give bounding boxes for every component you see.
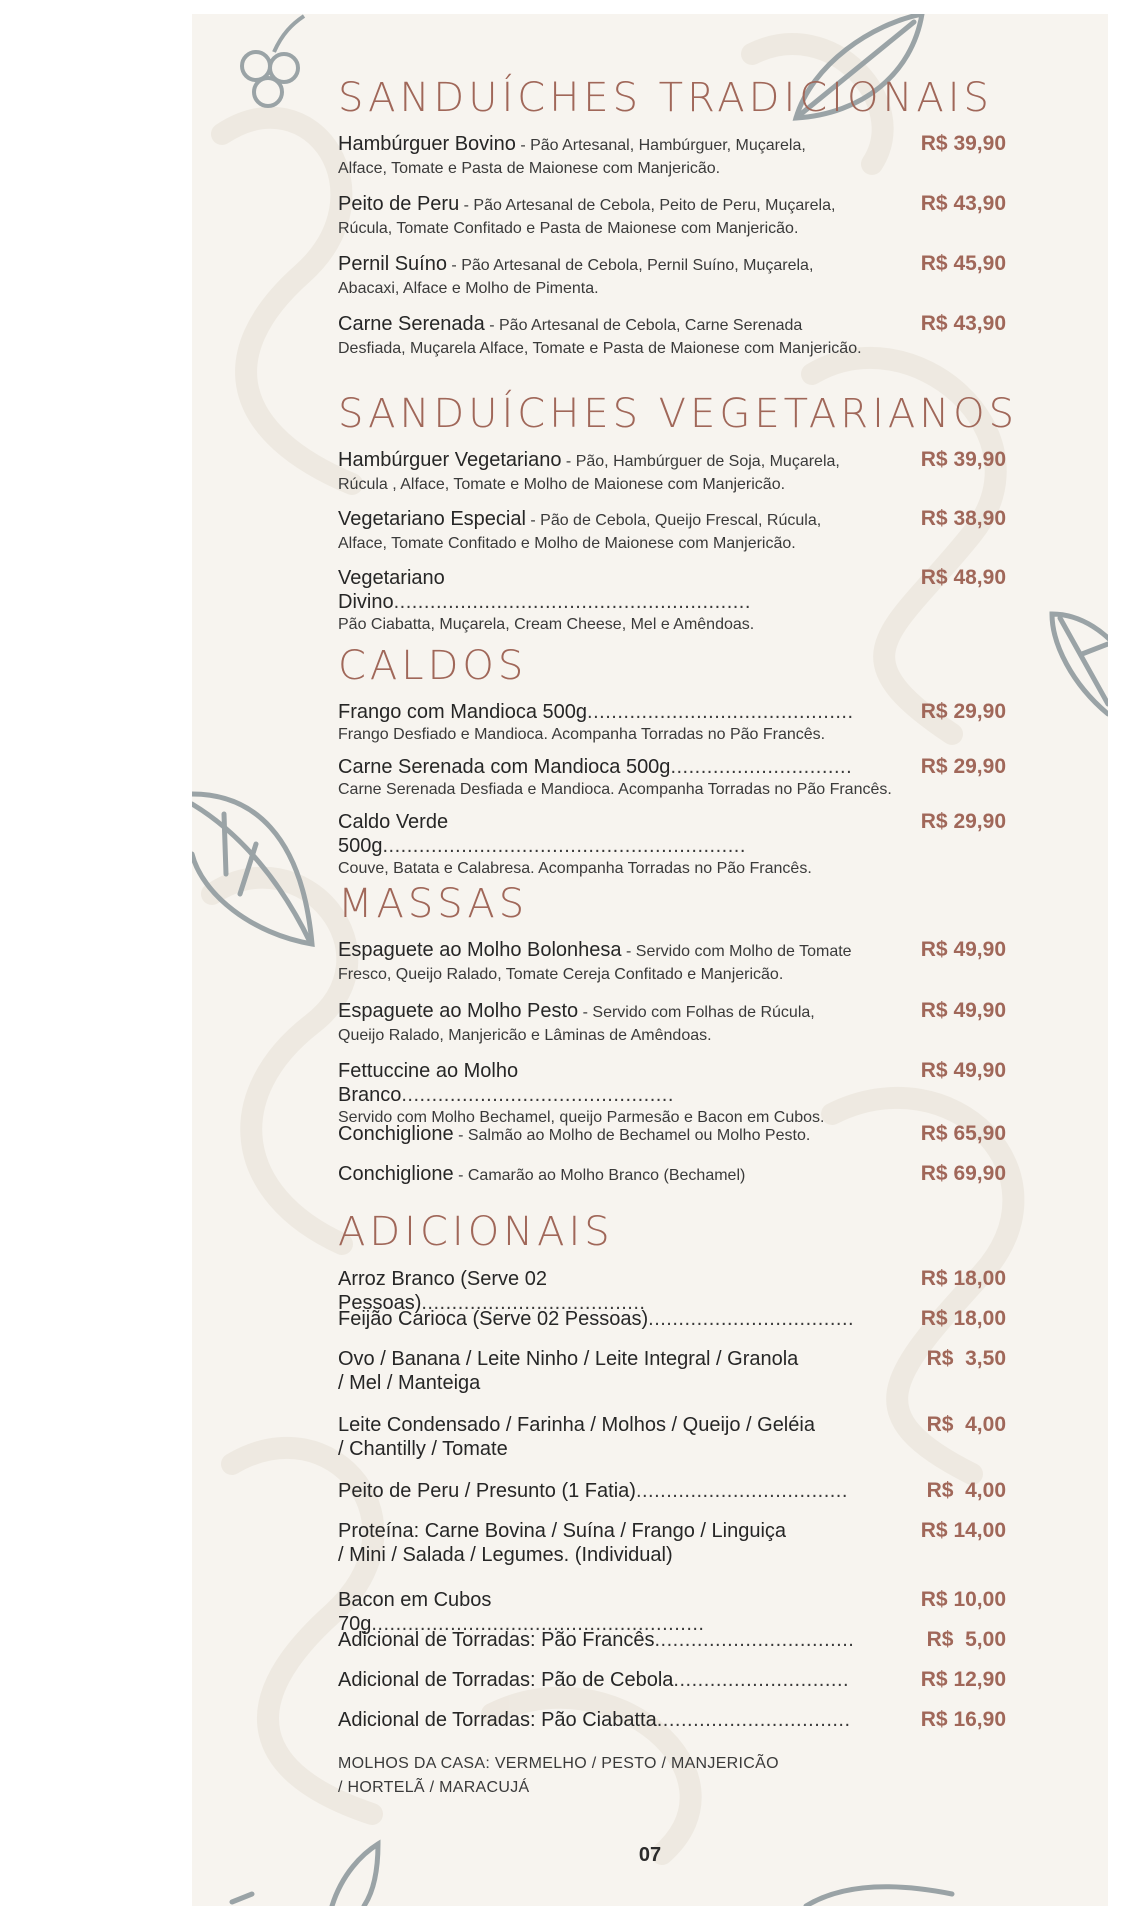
menu-item	[338, 700, 1068, 745]
leader-dots: ................................	[656, 1709, 851, 1731]
item-name-continued: / Mini / Salada / Legumes. (Individual)	[338, 1544, 673, 1566]
item-description: Frango Desfiado e Mandioca. Acompanha Torradas no Pão Francês.	[338, 726, 826, 743]
item-description: - Pão, Hambúrguer de Soja, Muçarela,	[561, 453, 840, 470]
item-price: R$ 29,90	[920, 700, 1006, 723]
item-name: Peito de Peru	[338, 193, 460, 215]
item-description: Queijo Ralado, Manjericão e Lâminas de Amêndoas.	[338, 1027, 712, 1044]
item-description: - Pão Artesanal, Hambúrguer, Muçarela,	[515, 137, 806, 154]
item-price: R$ 43,90	[920, 312, 1006, 335]
section-title: SANDUÍCHES VEGETARIANOS	[338, 391, 1019, 437]
item-description: - Pão Artesanal de Cebola, Carne Serenada	[484, 317, 803, 334]
page-number: 07	[638, 1844, 662, 1866]
item-name: Vegetariano Especial	[338, 508, 526, 530]
leader-dots: ...................................	[635, 1480, 848, 1502]
item-name: Bacon em Cubos 70g	[338, 1589, 492, 1635]
item-name: Conchiglione	[338, 1163, 454, 1185]
menu-item	[338, 1122, 1068, 1148]
item-name: Hambúrguer Vegetariano	[338, 449, 562, 471]
note-line: / HORTELÃ / MARACUJÁ	[338, 1779, 530, 1796]
item-description: Pão Ciabatta, Muçarela, Cream Cheese, Mel e Amêndoas.	[338, 616, 755, 633]
item-name: Proteína: Carne Bovina / Suína / Frango / Linguiça	[338, 1520, 787, 1542]
item-price: R$ 18,00	[920, 1267, 1006, 1290]
item-price: R$ 49,90	[920, 1059, 1006, 1082]
item-price: R$ 39,90	[920, 448, 1006, 471]
menu-item	[338, 1307, 1068, 1331]
section-title: SANDUÍCHES TRADICIONAIS	[338, 75, 993, 121]
item-price: R$ 3,50	[926, 1347, 1006, 1370]
menu-item	[338, 1668, 1068, 1692]
section-title: MASSAS	[338, 881, 529, 927]
item-name: Frango com Mandioca 500g	[338, 701, 588, 723]
menu-item	[338, 192, 1068, 239]
item-price: R$ 29,90	[920, 810, 1006, 833]
menu-item	[338, 1519, 1068, 1567]
leader-dots: ...........................................................	[393, 591, 751, 613]
item-description: Couve, Batata e Calabresa. Acompanha Torradas no Pão Francês.	[338, 860, 812, 877]
item-description: Rúcula, Tomate Confitado e Pasta de Maionese com Manjericão.	[338, 220, 799, 237]
item-description: - Servido com Folhas de Rúcula,	[578, 1004, 815, 1021]
menu-item	[338, 1413, 1068, 1461]
item-name: Adicional de Torradas: Pão Francês	[338, 1629, 655, 1651]
item-name: Adicional de Torradas: Pão de Cebola	[338, 1669, 674, 1691]
item-price: R$ 4,00	[926, 1413, 1006, 1436]
menu-item	[338, 1162, 1068, 1188]
item-description: - Pão Artesanal de Cebola, Pernil Suíno, Muçarela,	[446, 257, 814, 274]
leader-dots: ............................................	[587, 701, 854, 723]
menu-item	[338, 1628, 1068, 1652]
item-name: Ovo / Banana / Leite Ninho / Leite Integral / Granola	[338, 1348, 799, 1370]
berry-icon	[242, 16, 304, 106]
menu-page	[192, 14, 1108, 1906]
item-description: Carne Serenada Desfiada e Mandioca. Acompanha Torradas no Pão Francês.	[338, 781, 892, 798]
section-title: CALDOS	[338, 643, 528, 689]
item-description: Fresco, Queijo Ralado, Tomate Cereja Confitado e Manjericão.	[338, 966, 784, 983]
item-price: R$ 45,90	[920, 252, 1006, 275]
item-description: Abacaxi, Alface e Molho de Pimenta.	[338, 280, 599, 297]
item-price: R$ 38,90	[920, 507, 1006, 530]
section-title: ADICIONAIS	[338, 1209, 614, 1255]
menu-item	[338, 1059, 1068, 1128]
menu-item	[338, 1708, 1068, 1732]
item-name: Espaguete ao Molho Pesto	[338, 1000, 579, 1022]
menu-item	[338, 755, 1068, 800]
menu-item	[338, 312, 1068, 359]
menu-item	[338, 938, 1068, 985]
leader-dots: ..............................	[670, 756, 853, 778]
menu-item	[338, 252, 1068, 299]
menu-item	[338, 507, 1068, 554]
item-name: Arroz Branco (Serve 02 Pessoas)	[338, 1268, 547, 1314]
item-price: R$ 49,90	[920, 999, 1006, 1022]
item-description: - Camarão ao Molho Branco (Bechamel)	[453, 1167, 746, 1184]
item-name: Carne Serenada com Mandioca 500g	[338, 756, 671, 778]
item-description: - Servido com Molho de Tomate	[621, 943, 852, 960]
leader-dots: .......................................................	[371, 1613, 705, 1635]
item-name: Leite Condensado / Farinha / Molhos / Queijo / Geléia	[338, 1414, 815, 1436]
item-name-continued: / Mel / Manteiga	[338, 1372, 481, 1394]
menu-item	[338, 132, 1068, 179]
leader-dots: ..................................	[648, 1308, 855, 1330]
item-description: - Salmão ao Molho de Bechamel ou Molho Pesto.	[453, 1127, 811, 1144]
item-description: Desfiada, Muçarela Alface, Tomate e Pasta de Maionese com Manjericão.	[338, 340, 862, 357]
note-line: MOLHOS DA CASA: VERMELHO / PESTO / MANJERICÃO	[338, 1755, 779, 1772]
item-name: Fettuccine ao Molho Branco	[338, 1060, 519, 1106]
item-name: Hambúrguer Bovino	[338, 133, 516, 155]
item-price: R$ 18,00	[920, 1307, 1006, 1330]
item-price: R$ 69,90	[920, 1162, 1006, 1185]
item-name: Conchiglione	[338, 1123, 454, 1145]
item-price: R$ 16,90	[920, 1708, 1006, 1731]
menu-item	[338, 1347, 1068, 1395]
item-price: R$ 39,90	[920, 132, 1006, 155]
item-description: Alface, Tomate e Pasta de Maionese com Manjericão.	[338, 160, 721, 177]
leader-dots: .....................................	[421, 1292, 646, 1314]
item-price: R$ 49,90	[920, 938, 1006, 961]
leader-dots: .................................	[654, 1629, 855, 1651]
menu-item	[338, 999, 1068, 1046]
item-price: R$ 10,00	[920, 1588, 1006, 1611]
item-price: R$ 48,90	[920, 566, 1006, 589]
item-description: Rúcula , Alface, Tomate e Molho de Maionese com Manjericão.	[338, 476, 786, 493]
leader-dots: .............................	[673, 1669, 850, 1691]
item-price: R$ 43,90	[920, 192, 1006, 215]
item-name-continued: / Chantilly / Tomate	[338, 1438, 508, 1460]
item-price: R$ 65,90	[920, 1122, 1006, 1145]
item-price: R$ 12,90	[920, 1668, 1006, 1691]
item-name: Carne Serenada	[338, 313, 485, 335]
leader-dots: ............................................................	[382, 835, 746, 857]
item-name: Caldo Verde 500g	[338, 811, 449, 857]
item-name: Vegetariano Divino	[338, 567, 445, 613]
item-description: - Pão de Cebola, Queijo Frescal, Rúcula,	[525, 512, 822, 529]
menu-item	[338, 1479, 1068, 1503]
item-name: Pernil Suíno	[338, 253, 447, 275]
menu-item	[338, 566, 1068, 635]
item-price: R$ 5,00	[926, 1628, 1006, 1651]
leader-dots: .............................................	[401, 1084, 674, 1106]
house-sauces-note	[338, 1752, 779, 1800]
item-name: Peito de Peru / Presunto (1 Fatia)	[338, 1480, 636, 1502]
menu-item	[338, 448, 1068, 495]
item-price: R$ 29,90	[920, 755, 1006, 778]
item-description: Alface, Tomate Confitado e Molho de Maionese com Manjericão.	[338, 535, 796, 552]
item-price: R$ 14,00	[920, 1519, 1006, 1542]
item-name: Feijão Carioca (Serve 02 Pessoas)	[338, 1308, 649, 1330]
item-name: Adicional de Torradas: Pão Ciabatta	[338, 1709, 657, 1731]
item-description: - Pão Artesanal de Cebola, Peito de Peru, Muçarela,	[459, 197, 836, 214]
item-price: R$ 4,00	[926, 1479, 1006, 1502]
item-description: Servido com Molho Bechamel, queijo Parmesão e Bacon em Cubos.	[338, 1109, 825, 1126]
item-name: Espaguete ao Molho Bolonhesa	[338, 939, 622, 961]
menu-item	[338, 810, 1068, 879]
